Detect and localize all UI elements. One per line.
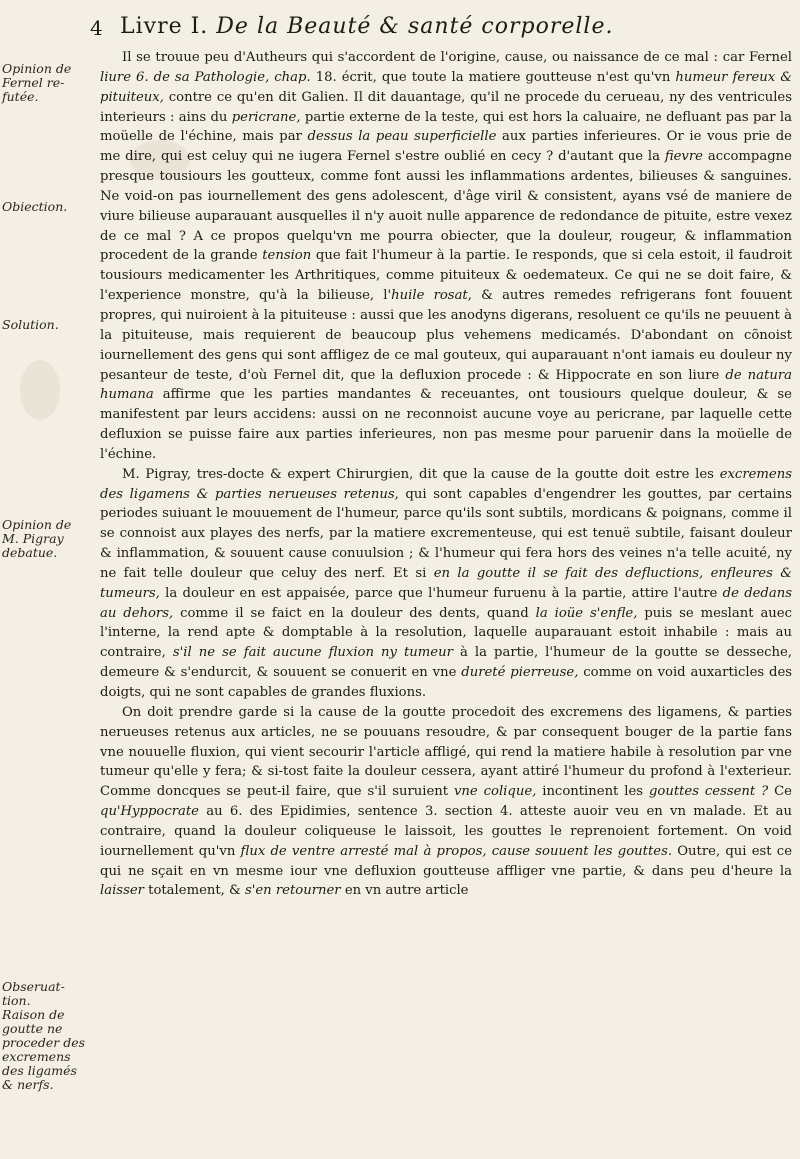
margin-note-line: Obiection. <box>2 199 68 214</box>
paragraph <box>100 703 792 901</box>
text-run: partie externe de la teste, qui est hors la caluaire, ne defluant pas par la moüelle de l'échine, mais par <box>100 109 792 145</box>
margin-note-observation <box>2 980 92 1092</box>
text-run: totalement, & <box>143 883 245 899</box>
text-run: au 6. des Epidimies, sentence 3. section 4. atteste auoir veu en vn malade. Et au contraire, quand la douleur coliqueuse le laissoit, les gouttes le reprenoient fortement. On void iournellement qu'vn <box>100 804 792 859</box>
margin-note-opinion-pigray <box>2 518 92 560</box>
italic-run: huile rosat <box>391 288 468 304</box>
italic-run: de natura humana <box>100 367 792 403</box>
italic-run: flux de ventre arresté mal à propos, cause souuent les gouttes. <box>240 843 673 859</box>
margin-note-line: Solution. <box>2 317 59 332</box>
running-title-subject: De la Beauté & santé corporelle. <box>216 14 614 39</box>
italic-run: dessus la peau superficielle <box>307 129 497 145</box>
italic-run: qu'Hyppocrate <box>100 804 199 820</box>
body-text <box>100 48 792 901</box>
running-title <box>120 14 613 39</box>
italic-run: s'en retourner <box>244 883 341 899</box>
text-run: accompagne presque tousiours les goutteux, comme font aussi les inflammations ardentes, bilieuses & sanguines. Ne void-on pas iournellement des gens adolescent, d'âge viril & consistent, ayans vsé de maniere de viure bilieuse auparauant ausquelles il n'y auoit nulle apparence de redondance de pituite, estre vexez de ce mal ? A ce propos quelqu'vn me pourra obiecter, que la douleur, rougeur, & inflammation procedent de la grande <box>100 149 792 264</box>
text-run: contre ce qu'en dit Galien. Il dit dauantage, qu'il ne procede du cerueau, ny des ventricules interieurs : ains du <box>100 89 792 125</box>
text-run: Il se trouue peu d'Autheurs qui s'accordent de l'origine, cause, ou naissance de ce mal : car Fernel <box>122 50 792 65</box>
italic-run: vne colique, <box>453 784 537 800</box>
italic-run: s'il ne se fait aucune fluxion ny tumeur <box>172 645 453 661</box>
margin-note-line: Opinion de <box>2 61 72 76</box>
margin-note-line: Opinion de <box>2 517 72 532</box>
page-number: 4 <box>90 16 104 40</box>
italic-run: gouttes cessent ? <box>648 784 769 800</box>
text-run: la douleur en est appaisée, parce que l'humeur furuenu à la partie, attire l'autre <box>159 585 723 601</box>
margin-note-line: & nerfs. <box>2 1077 54 1092</box>
italic-run: liure 6. de sa Pathologie, chap. <box>100 69 311 85</box>
italic-run: de dedans au dehors, <box>100 585 793 621</box>
margin-note-line: des ligamés <box>2 1063 77 1078</box>
italic-run: tension <box>262 248 312 264</box>
margin-note-obiection <box>2 200 92 214</box>
italic-run: la ioüe s'enfle, <box>535 605 638 621</box>
margin-note-opinion-fernel <box>2 62 92 104</box>
text-run: aux parties inferieures. Or ie vous prie de me dire, qui est celuy qui ne iugera Fernel s'estre oublié en cecy ? d'autant que la <box>100 129 792 165</box>
text-run: affirme que les parties mandantes & receuantes, ont tousiours quelque douleur, & se manifestent par leurs accidens: aussi on ne reconnoist aucune voye au pericrane, par laquelle cette defluxion se puisse faire aux parties inferieures, non pas mesme pour paruenir dans la moüelle de l'échine. <box>100 387 792 462</box>
italic-run: dureté pierreuse, <box>461 665 579 681</box>
text-run: , & autres remedes refrigerans font fouuent propres, qui nuiroient à la pituiteuse : aussi que les anodyns digerans, resoluent ce qu'ils ne peuuent à la pituiteuse, mais requierent de beaucoup plus vehemens medicamés. D'abondant on cõnoist iournellement des gens qui sont affligez de ce mal gouteux, qui auparauant n'ont iamais eu douleur ny pesanteur de teste, d'où Fernel dit, que la defluxion procede : & Hippocrate en son liure <box>100 288 793 383</box>
margin-note-line: futée. <box>2 89 39 104</box>
text-run: Ce <box>768 784 792 800</box>
text-run: On doit prendre garde si la cause de la goutte procedoit des excremens des ligamens, & parties nerueuses retenus aux articles, ne se pouuans resoudre, & par consequent bouger de la partie fans vne nouuelle fluxion, qui vient secourir l'article affligé, qui rend la matiere habile à resolution par vne tumeur qu'elle y fera; & si-tost faite la douleur cessera, ayant attiré l'humeur du profond à l'exterieur. Comme doncques se peut-il faire, que s'il suruient <box>100 704 792 800</box>
italic-run: fievre <box>664 149 703 165</box>
italic-run: excremens des ligamens & parties nerueuses retenus <box>100 466 792 502</box>
text-run: Outre, qui est ce qui ne sçait en vn mesme iour vne defluxion goutteuse affliger vne partie, & dans peu d'heure la <box>100 843 792 879</box>
italic-run: en la goutte il se fait des defluctions, enfleures & tumeurs, <box>100 565 792 601</box>
margin-note-line: M. Pigray <box>2 531 64 546</box>
paragraph <box>100 465 792 703</box>
italic-run: humeur fereux & pituiteux, <box>100 69 792 105</box>
text-run: en vn autre article <box>340 883 469 899</box>
paragraph <box>100 48 792 465</box>
text-run: que fait l'humeur à la partie. Ie responds, que si cela estoit, il faudroit tousiours medicamenter les Arthritiques, comme pituiteux & oedemateux. Ce qui ne se doit faire, & l'experience monstre, qu'à la bilieuse, l' <box>100 248 792 304</box>
paper-stain <box>20 360 60 420</box>
margin-note-line: goutte ne <box>2 1021 63 1036</box>
margin-note-line: excremens <box>2 1049 71 1064</box>
text-run: incontinent les <box>536 784 649 800</box>
margin-note-line: Raison de <box>2 1007 65 1022</box>
text-run: M. Pigray, tres-docte & expert Chirurgien, dit que la cause de la goutte doit estre les <box>122 466 720 482</box>
running-header <box>90 12 790 52</box>
text-run: puis se meslant auec l'interne, la rend apte & domptable à la resolution, laquelle auparauant estoit inhabile : mais au contraire, <box>100 605 792 661</box>
margin-note-line: debatue. <box>2 545 58 560</box>
italic-run: laisser <box>100 883 144 899</box>
margin-note-line: Obseruat- <box>2 979 65 994</box>
text-run: à la partie, l'humeur de la goutte se desseche, demeure & s'endurcit, & souuent se conuerit en vne <box>100 645 792 681</box>
text-run: comme on void auxarticles des doigts, qui ne sont capables de grandes fluxions. <box>100 665 793 700</box>
italic-run: pericrane, <box>231 109 301 125</box>
margin-note-solution <box>2 318 92 332</box>
text-run: 18. écrit, que toute la matiere goutteuse n'est qu'vn <box>310 69 676 85</box>
text-run: , qui sont capables d'engendrer les gouttes, par certains periodes suiuant le mouuement de l'humeur, parce qu'ils sont subtils, mordicans & poignans, comme il se connoist aux playes des nerfs, par la matiere excrementeuse, qui est tenuë subtile, faisant douleur & inflammation, & souuent cause conuulsion ; & l'humeur qui fera hors des veines n'a telle acuité, ny ne fait telle douleur que celuy des nerf. Et si <box>100 486 792 581</box>
margin-note-line: Fernel re- <box>2 75 65 90</box>
running-title-book: Livre I. <box>120 14 209 39</box>
text-run: comme il se faict en la douleur des dents, quand <box>173 605 536 621</box>
margin-note-line: proceder des <box>2 1035 86 1050</box>
margin-note-line: tion. <box>2 993 31 1008</box>
